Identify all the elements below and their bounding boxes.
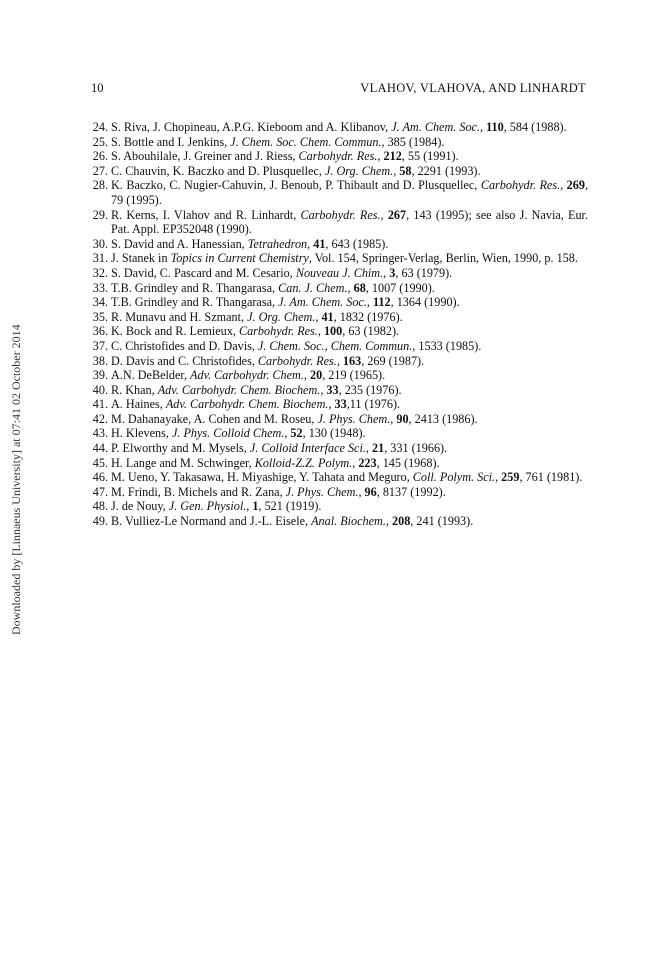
page-header: [91, 81, 586, 97]
reference-item: [88, 281, 588, 296]
reference-text: ,: [317, 324, 324, 339]
reference-number: 41.: [92, 397, 108, 412]
journal-title: Carbohydr. Res.: [257, 353, 337, 368]
reference-text: T.B. Grindley and R. Thangarasa,: [111, 295, 279, 310]
reference-number: 35.: [92, 309, 108, 324]
reference-item: [88, 426, 588, 441]
reference-text: C. Chauvin, K. Baczko and D. Plusquellec,: [111, 163, 325, 178]
reference-number: 37.: [92, 338, 108, 353]
reference-text: , 235 (1976).: [338, 382, 402, 397]
reference-number: 45.: [92, 455, 108, 470]
journal-title: Tetrahedron: [247, 236, 308, 251]
reference-item: [88, 295, 588, 310]
reference-number: 28.: [92, 178, 108, 193]
reference-text: S. David and A. Hanessian,: [111, 236, 248, 251]
reference-item: [88, 485, 588, 500]
volume-number: 269: [566, 178, 585, 193]
reference-item: [88, 368, 588, 383]
journal-title: Adv. Carbohydr. Chem. Biochem.: [165, 397, 329, 412]
reference-text: S. David, C. Pascard and M. Cesario,: [111, 265, 296, 280]
reference-item: [88, 310, 588, 325]
reference-text: , 55 (1991).: [401, 149, 459, 164]
journal-title: Carbohydr. Res.: [300, 207, 381, 222]
reference-number: 24.: [92, 120, 108, 134]
reference-number: 39.: [92, 368, 108, 383]
reference-number: 38.: [92, 353, 108, 368]
journal-title: J. Gen. Physiol.: [168, 499, 247, 514]
reference-text: , 79 (1995).: [111, 178, 588, 207]
reference-text: , 8137 (1992).: [376, 484, 446, 499]
reference-item: [88, 178, 588, 207]
volume-number: 33: [326, 382, 339, 397]
journal-title: J. Phys. Chem.: [317, 411, 391, 426]
reference-text: ,: [365, 441, 372, 456]
reference-text: , 1533 (1985).: [412, 338, 482, 353]
journal-title: J. Phys. Chem.: [285, 484, 359, 499]
reference-item: [88, 251, 588, 266]
reference-text: , Vol. 154, Springer-Verlag, Berlin, Wien, 1990, p. 158.: [308, 251, 578, 266]
reference-item: [88, 397, 588, 412]
reference-number: 34.: [92, 295, 108, 310]
reference-item: [88, 354, 588, 369]
volume-number: 33: [334, 397, 347, 412]
journal-title: Carbohydr. Res.: [238, 324, 318, 339]
reference-text: A. Haines,: [111, 397, 166, 412]
reference-text: , 143 (1995); see also J. Navia, Eur. Pat. Appl. EP352048 (1990).: [111, 207, 588, 237]
reference-number: 43.: [92, 426, 108, 441]
volume-number: 68: [353, 280, 366, 295]
reference-number: 46.: [92, 470, 108, 485]
reference-text: ,: [377, 149, 384, 164]
volume-number: 223: [358, 455, 377, 470]
reference-text: ,: [352, 455, 359, 470]
reference-number: 49.: [92, 514, 108, 529]
reference-text: , 761 (1981).: [519, 470, 583, 485]
reference-text: , 145 (1968).: [376, 455, 440, 470]
reference-text: ,: [336, 353, 343, 368]
volume-number: 41: [321, 309, 334, 324]
reference-item: [88, 135, 588, 150]
volume-number: 90: [396, 411, 409, 426]
journal-title: Topics in Current Chemistry: [170, 251, 309, 266]
reference-text: J. Stanek in: [111, 251, 171, 266]
journal-title: Adv. Carbohydr. Chem.: [190, 368, 304, 383]
reference-text: , 521 (1919).: [258, 499, 322, 514]
reference-number: 25.: [92, 134, 108, 149]
reference-number: 42.: [92, 411, 108, 426]
reference-text: , 130 (1948).: [302, 426, 366, 441]
reference-item: [88, 412, 588, 427]
reference-number: 29.: [92, 207, 108, 222]
reference-item: [88, 499, 588, 514]
reference-text: , 1832 (1976).: [333, 309, 403, 324]
reference-item: [88, 208, 588, 237]
reference-text: ,: [390, 411, 397, 426]
reference-text: , 1007 (1990).: [365, 280, 435, 295]
journal-title: J. Am. Chem. Soc.: [391, 120, 480, 134]
volume-number: 208: [392, 514, 411, 529]
reference-text: M. Ueno, Y. Takasawa, H. Miyashige, Y. Tahata and Meguro,: [111, 470, 413, 485]
page-number: 10: [91, 81, 104, 95]
reference-item: [88, 164, 588, 179]
reference-text: ,: [480, 120, 487, 134]
reference-number: 36.: [92, 324, 108, 339]
journal-title: J. Org. Chem.: [247, 309, 316, 324]
reference-text: ,: [246, 499, 253, 514]
reference-number: 33.: [92, 280, 108, 295]
reference-item: [88, 470, 588, 485]
reference-number: 26.: [92, 149, 108, 164]
reference-text: ,: [358, 484, 365, 499]
journal-title: Nouveau J. Chim.: [295, 265, 384, 280]
reference-text: ,: [560, 178, 567, 193]
reference-text: ,: [284, 426, 291, 441]
reference-item: [88, 339, 588, 354]
reference-text: , 241 (1993).: [410, 514, 474, 529]
reference-item: [88, 514, 588, 529]
reference-text: H. Klevens,: [111, 426, 172, 441]
reference-text: , 643 (1985).: [325, 236, 389, 251]
reference-text: ,: [366, 295, 373, 310]
reference-text: ,: [315, 309, 322, 324]
volume-number: 21: [372, 441, 385, 456]
volume-number: 1: [252, 499, 259, 514]
volume-number: 100: [323, 324, 343, 339]
volume-number: 163: [342, 353, 362, 368]
reference-item: [88, 120, 588, 135]
reference-text: K. Baczko, C. Nugier-Cahuvin, J. Benoub, P. Thibault and D. Plusquellec,: [111, 178, 481, 193]
reference-item: [88, 456, 588, 471]
reference-text: ,: [385, 514, 392, 529]
reference-text: , 385 (1984).: [381, 134, 445, 149]
volume-number: 58: [399, 163, 412, 178]
running-head: VLAHOV, VLAHOVA, AND LINHARDT: [360, 81, 586, 95]
journal-title: Carbohydr. Res.: [480, 178, 561, 193]
volume-number: 110: [486, 120, 504, 134]
reference-text: ,: [393, 163, 400, 178]
journal-title: Adv. Carbohydr. Chem. Biochem.: [157, 382, 321, 397]
journal-title: Kolloid-Z.Z. Polym.: [254, 455, 353, 470]
reference-number: 48.: [92, 499, 108, 514]
reference-text: ,: [495, 470, 502, 485]
reference-text: ,: [303, 368, 310, 383]
reference-text: H. Lange and M. Schwinger,: [111, 455, 255, 470]
reference-text: , 1364 (1990).: [390, 295, 460, 310]
journal-title: J. Colloid Interface Sci.: [249, 441, 366, 456]
reference-text: , 219 (1965).: [322, 368, 386, 383]
reference-item: [88, 149, 588, 164]
journal-title: Anal. Biochem.: [311, 514, 386, 529]
reference-number: 32.: [92, 265, 108, 280]
reference-text: R. Munavu and H. Szmant,: [111, 309, 248, 324]
download-watermark: Downloaded by [Linnaeus University] at 07:41 02 October 2014: [9, 324, 23, 635]
volume-number: 259: [501, 470, 520, 485]
volume-number: 41: [313, 236, 326, 251]
reference-text: K. Bock and R. Lemieux,: [111, 324, 239, 339]
reference-text: ,: [320, 382, 327, 397]
reference-text: , 2413 (1986).: [408, 411, 478, 426]
reference-text: M. Dahanayake, A. Cohen and M. Roseu,: [111, 411, 318, 426]
reference-number: 40.: [92, 382, 108, 397]
reference-text: B. Vulliez-Le Normand and J.-L. Eisele,: [111, 514, 312, 529]
reference-text: D. Davis and C. Christofides,: [111, 353, 258, 368]
reference-number: 44.: [92, 441, 108, 456]
reference-number: 47.: [92, 484, 108, 499]
reference-text: , 63 (1982).: [342, 324, 400, 339]
reference-text: , 584 (1988).: [503, 120, 567, 134]
reference-number: 30.: [92, 236, 108, 251]
reference-text: ,11 (1976).: [346, 397, 401, 412]
reference-text: C. Christofides and D. Davis,: [111, 338, 258, 353]
volume-number: 52: [290, 426, 303, 441]
reference-list: [88, 120, 588, 529]
reference-text: R. Khan,: [111, 382, 158, 397]
reference-text: , 331 (1966).: [384, 441, 448, 456]
volume-number: 267: [387, 207, 407, 222]
journal-title: J. Am. Chem. Soc.: [278, 295, 367, 310]
reference-text: A.N. DeBelder,: [111, 368, 191, 383]
journal-title: J. Org. Chem.: [324, 163, 394, 178]
reference-text: ,: [307, 236, 314, 251]
journal-title: J. Chem. Soc. Chem. Commun.: [230, 134, 382, 149]
reference-text: S. Abouhilale, J. Greiner and J. Riess,: [111, 149, 299, 164]
reference-text: ,: [347, 280, 354, 295]
volume-number: 212: [383, 149, 402, 164]
reference-item: [88, 324, 588, 339]
volume-number: 96: [364, 484, 377, 499]
reference-item: [88, 266, 588, 281]
reference-text: , 2291 (1993).: [411, 163, 481, 178]
reference-text: R. Kerns, I. Vlahov and R. Linhardt,: [111, 207, 301, 222]
reference-text: ,: [380, 207, 388, 222]
journal-title: Can. J. Chem.: [278, 280, 348, 295]
reference-text: T.B. Grindley and R. Thangarasa,: [111, 280, 279, 295]
reference-item: [88, 237, 588, 252]
reference-text: , 63 (1979).: [395, 265, 453, 280]
reference-text: ,: [383, 265, 390, 280]
reference-text: S. Riva, J. Chopineau, A.P.G. Kieboom and A. Klibanov,: [111, 120, 392, 134]
reference-item: [88, 441, 588, 456]
reference-text: P. Elworthy and M. Mysels,: [111, 441, 250, 456]
journal-title: Coll. Polym. Sci.: [412, 470, 496, 485]
reference-text: S. Bottle and I. Jenkins,: [111, 134, 231, 149]
reference-text: J. de Nouy,: [111, 499, 169, 514]
reference-number: 31.: [92, 251, 108, 266]
reference-text: , 269 (1987).: [361, 353, 425, 368]
volume-number: 112: [372, 295, 391, 310]
journal-title: Carbohydr. Res.: [298, 149, 378, 164]
volume-number: 3: [389, 265, 396, 280]
reference-number: 27.: [92, 163, 108, 178]
reference-text: M. Frindi, B. Michels and R. Zana,: [111, 484, 286, 499]
reference-text: ,: [328, 397, 335, 412]
reference-item: [88, 383, 588, 398]
journal-title: J. Phys. Colloid Chem.: [171, 426, 285, 441]
volume-number: 20: [310, 368, 323, 383]
journal-title: J. Chem. Soc., Chem. Commun.: [257, 338, 413, 353]
